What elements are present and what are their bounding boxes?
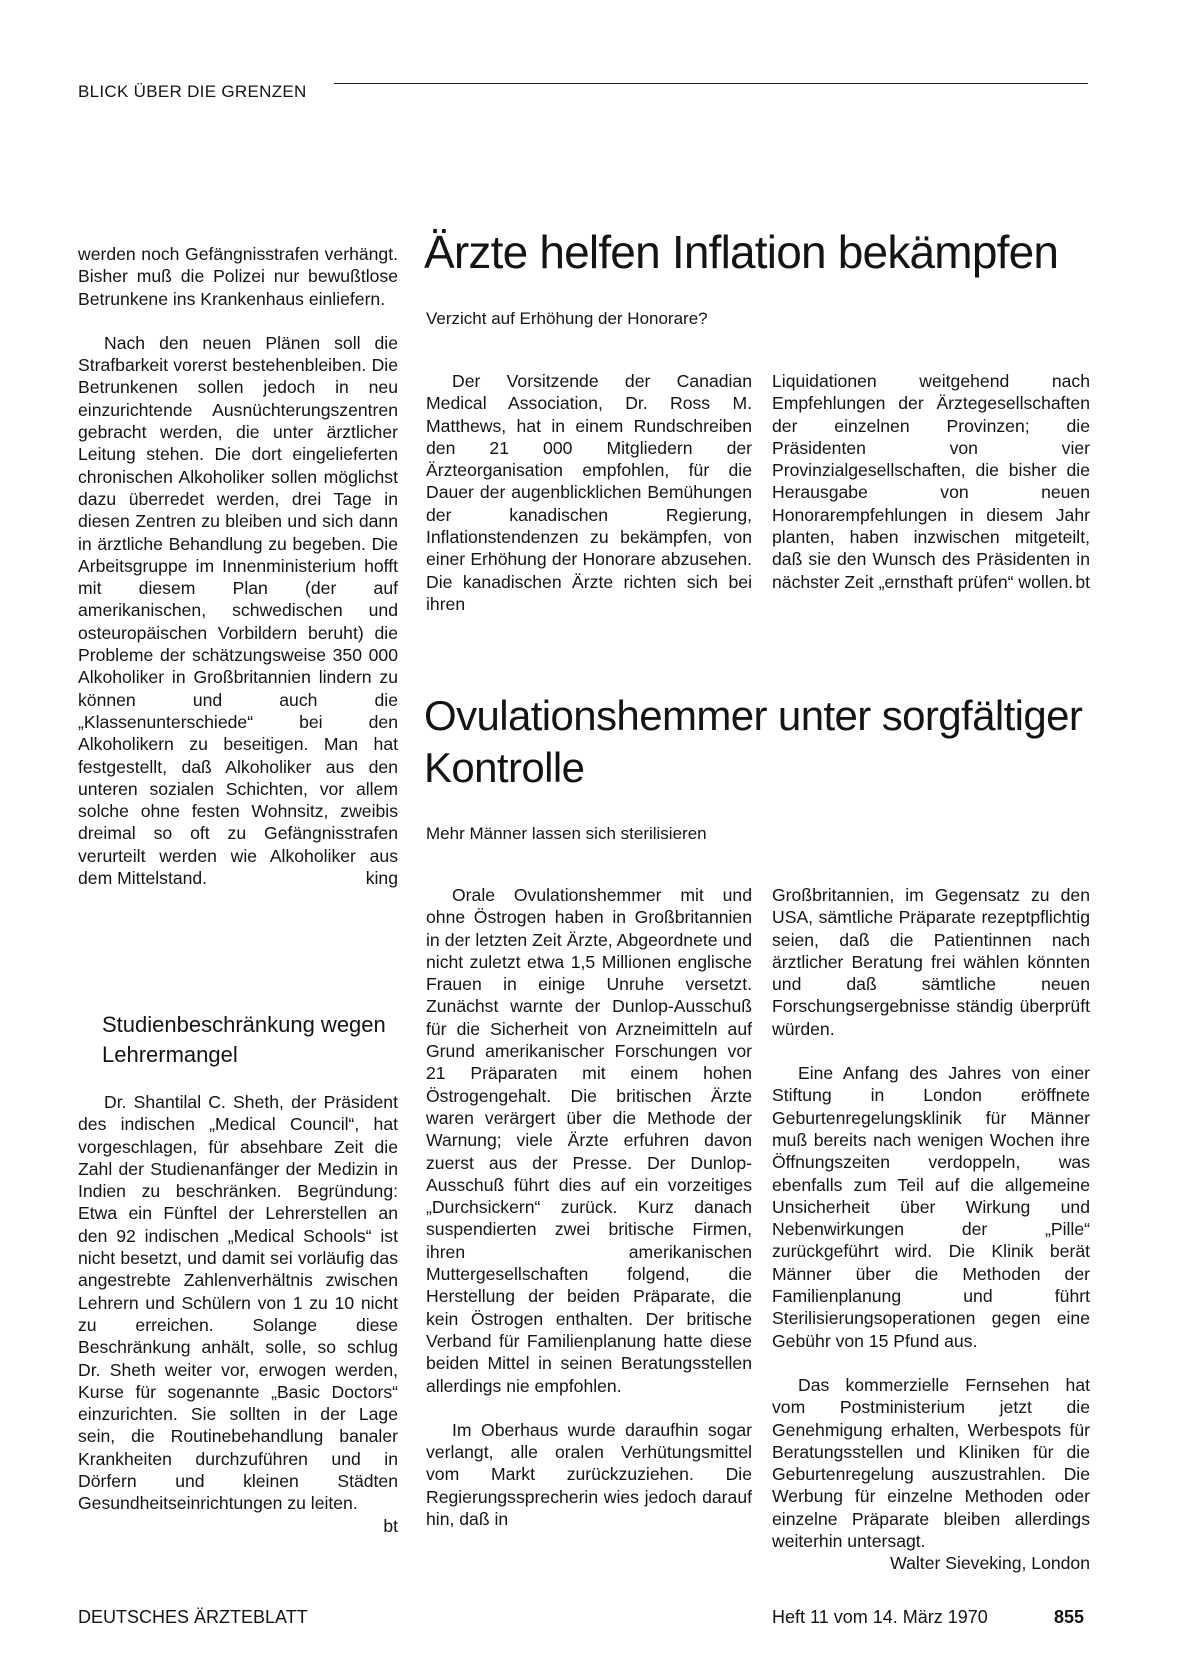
article-paragraph: Der Vorsitzende der Canadian Medical Association, Dr. Ross M. Matthews, hat in einem Rundschreiben den 21 000 Mitgliedern der Ärzteorganisation empfohlen, für die Dauer der augenblicklichen Bemühungen der kanadischen Regierung, Inflationstendenzen zu bekämpfen, von einer Erhöhung der Honorare abzusehen. Die kanadischen Ärzte richten sich bei ihren [426, 371, 752, 614]
ovulation-col-1 [426, 884, 752, 1530]
article-paragraph: Das kommerzielle Fernsehen hat vom Postministerium jetzt die Genehmigung erhalten, Werbespots für Beratungsstellen und Kliniken für die Geburtenregelung auszustrahlen. Die Werbung für einzelne Methoden oder einzelne Präparate bleiben allerdings weiterhin untersagt. [772, 1374, 1090, 1552]
article-paragraph: Orale Ovulationshemmer mit und ohne Östrogen haben in Großbritannien in der letzten Zeit Ärzte, Abgeordnete und nicht zuletzt etwa 1,5 Millionen englische Frauen in einige Unruhe versetzt. Zunächst warnte der Dunlop-Ausschuß für die Sicherheit von Arzneimitteln auf Grund amerikanischer Forschungen vor 21 Präparaten mit einem hohen Östrogengehalt. Die britischen Ärzte waren verärgert über die Methode der Warnung; viele Ärzte erfuhren davon zuerst aus der Presse. Der Dunlop-Ausschuß führt dies auf ein vorzeitiges „Durchsickern“ zurück. Kurz danach suspendierten zwei britische Firmen, ihren amerikanischen Muttergesellschaften folgend, die Herstellung der beiden Präparate, die kein Östrogen enthalten. Der britische Verband für Familienplanung hatte diese beiden Mittel in seinen Beratungsstellen allerdings nie empfohlen. [426, 885, 752, 1396]
footer-issue: Heft 11 vom 14. März 1970 [772, 1607, 988, 1627]
inflation-col-1 [426, 370, 752, 615]
article-signature: king [365, 868, 398, 889]
article-paragraph: Nach den neuen Plänen soll die Strafbarkeit vorerst bestehenbleiben. Die Betrunkenen sollen jedoch in neu einzurichtende Ausnüchterungszentren gebracht werden, die unter ärztlicher Leitung stehen. Die dort eingelieferten chronischen Alkoholiker sollen möglichst dazu überredet werden, drei Tage in diesen Zentren zu bleiben und sich dann in ärztliche Behandlung zu begeben. Die Arbeitsgruppe im Innenministerium hofft mit diesem Plan (der auf amerikanischen, schwedischen und osteuropäischen Vorbildern beruht) die Probleme der schätzungsweise 350 000 Alkoholiker in Großbritannien lindern zu können und auch die „Klassenunterschiede“ bei den Alkoholikern zu beseitigen. Man hat festgestellt, daß Alkoholiker aus den unteren sozialen Schichten, vor allem solche ohne festen Wohnsitz, zweibis dreimal so oft zu Gefängnisstrafen verurteilt werden wie Alkoholiker aus dem Mittelstand. [78, 332, 398, 889]
article-paragraph: werden noch Gefängnisstrafen verhängt. Bisher muß die Polizei nur bewußtlose Betrunkene ins Krankenhaus einliefern. [78, 244, 398, 309]
section-header-label: BLICK ÜBER DIE GRENZEN [78, 82, 307, 101]
article-paragraph: Großbritannien, im Gegensatz zu den USA, sämtliche Präparate rezeptpflichtig seien, daß die Patientinnen nach ärztlicher Beratung frei wählen könnten und daß sämtliche neuen Forschungsergebnisse ständig überprüft würden. [772, 885, 1090, 1039]
article-signature: bt [383, 1515, 398, 1536]
article-paragraph: Liquidationen weitgehend nach Empfehlungen der Ärztegesellschaften der einzelnen Provinzen; die Präsidenten von vier Provinzialgesellschaften, die bisher die Herausgabe von neuen Honorarempfehlungen in diesem Jahr planten, haben inzwischen mitgeteilt, daß sie den Wunsch des Präsidenten in nächster Zeit „ernsthaft prüfen“ wollen. [772, 371, 1090, 592]
article-prison [78, 243, 398, 889]
article-paragraph: Dr. Shantilal C. Sheth, der Präsident des indischen „Medical Council“, hat vorgeschlagen, für absehbare Zeit die Zahl der Studienanfänger der Medizin in Indien zu beschränken. Begründung: Etwa ein Fünftel der Lehrerstellen an den 92 indischen „Medical Schools“ ist nicht besetzt, und damit sei vorläufig das angestrebte Zahlenverhältnis zwischen Lehrern und Schülern von 1 zu 10 nicht zu erreichen. Solange diese Beschränkung anhält, solle, so schlug Dr. Sheth weiter vor, erwogen werden, Kurse für sogenannte „Basic Doctors“ einzurichten. Sie sollten in der Lage sein, die Routinebehandlung banaler Krankheiten durchzuführen und in Dörfern und kleinen Städten Gesundheitseinrichtungen zu leiten. [78, 1092, 398, 1514]
study-headline: Studienbeschränkung wegen Lehrermangel [102, 1012, 386, 1067]
article-study [78, 1091, 398, 1537]
article-signature: bt [1075, 571, 1090, 592]
inflation-col-2 [772, 370, 1090, 593]
inflation-headline: Ärzte helfen Inflation bekämpfen [424, 226, 1059, 278]
article-paragraph: Im Oberhaus wurde daraufhin sogar verlangt, alle oralen Verhütungsmittel vom Markt zurückzuziehen. Die Regierungssprecherin wies jedoch darauf hin, daß in [426, 1419, 752, 1530]
article-signature: Walter Sieveking, London [890, 1553, 1090, 1574]
ovulation-col-2 [772, 884, 1090, 1575]
ovulation-deck: Mehr Männer lassen sich sterilisieren [426, 824, 707, 843]
ovulation-headline: Ovulationshemmer unter sorgfältiger Kontrolle [424, 692, 1083, 791]
footer-journal: DEUTSCHES ÄRZTEBLATT [78, 1607, 308, 1627]
header-rule [334, 83, 1088, 84]
inflation-deck: Verzicht auf Erhöhung der Honorare? [426, 309, 708, 328]
article-paragraph: Eine Anfang des Jahres von einer Stiftung in London eröffnete Geburtenregelungsklinik für Männer muß bereits nach wenigen Wochen ihre Öffnungszeiten verdoppeln, was ebenfalls zum Teil auf die allgemeine Unsicherheit über Wirkung und Nebenwirkungen der „Pille“ zurückgeführt wird. Die Klinik berät Männer über die Methoden der Familienplanung und führt Sterilisierungsoperationen gegen eine Gebühr von 15 Pfund aus. [772, 1063, 1090, 1351]
page-number: 855 [1054, 1607, 1085, 1627]
